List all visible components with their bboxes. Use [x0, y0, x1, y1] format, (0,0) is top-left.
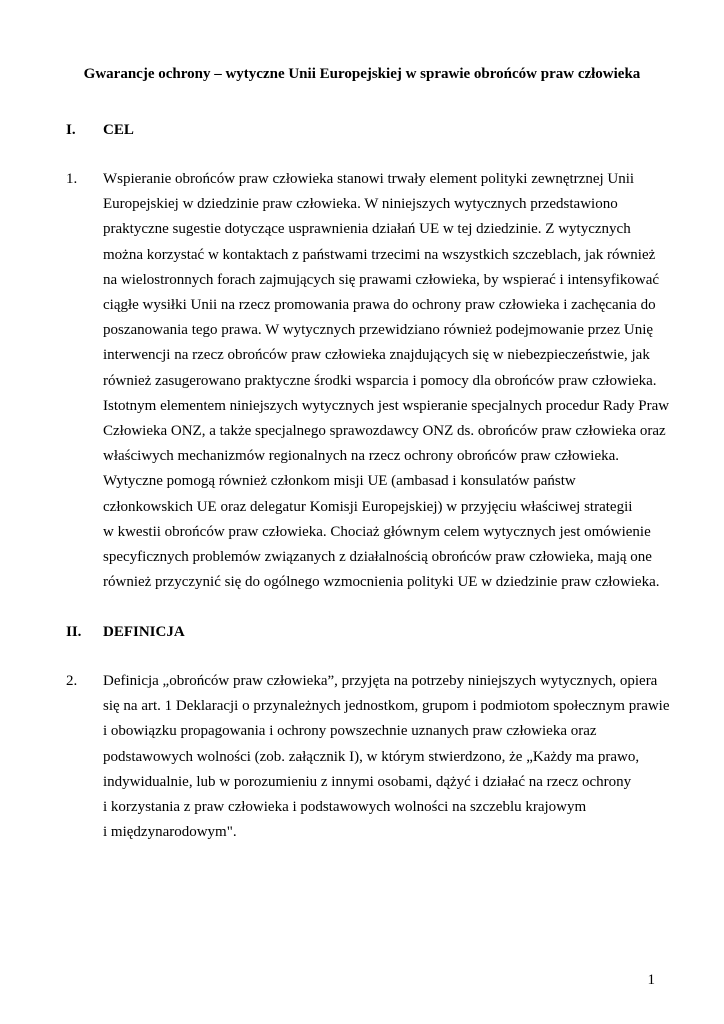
text-line: ciągłe wysiłki Unii na rzecz promowania prawa do ochrony praw człowieka i zachęcania do [103, 297, 656, 314]
section-number: I. [66, 122, 76, 138]
text-line: i międzynarodowym". [103, 824, 237, 841]
paragraph-1 [66, 167, 670, 595]
section-title: DEFINICJA [103, 624, 185, 640]
text-line: Wytyczne pomogą również członkom misji UE (ambasad i konsulatów państw [103, 473, 576, 490]
text-line: w kwestii obrońców praw człowieka. Chociaż głównym celem wytycznych jest omówienie [103, 523, 651, 540]
text-line: Definicja „obrońców praw człowieka”, przyjęta na potrzeby niniejszych wytycznych, opiera [103, 673, 658, 689]
text-line: specyficznych problemów związanych z działalnością obrońców praw człowieka, mają one [103, 549, 652, 566]
paragraph-number: 2. [66, 673, 78, 689]
text-line: się na art. 1 Deklaracji o przynależnych jednostkom, grupom i podmiotom społecznym prawie [103, 698, 670, 715]
text-line: również przyczynić się do ogólnego wzmocnienia polityki UE w dziedzinie praw człowieka. [103, 574, 660, 591]
text-line: Wspieranie obrońców praw człowieka stanowi trwały element polityki zewnętrznej Unii [103, 171, 635, 187]
text-line: poszanowania tego prawa. W wytycznych przewidziano również podejmowanie przez Unię [103, 322, 654, 339]
text-line: również zasugerowano praktyczne środki wsparcia i pomocy dla obrońców praw człowieka. [103, 372, 657, 389]
paragraph-2 [66, 669, 670, 845]
paragraph-text [103, 167, 670, 595]
text-line: i obowiązku propagowania i ochrony powszechnie uznanych praw człowieka oraz [103, 723, 597, 740]
text-line: można korzystać w kontaktach z państwami trzecimi na wszystkich szczeblach, jak również [103, 246, 656, 263]
text-line: interwencji na rzecz obrońców praw człowieka znajdujących się w niebezpieczeństwie, jak [103, 347, 650, 364]
text-line: członkowskich UE oraz delegatur Komisji Europejskiej) w przyjęciu właściwej strategii [103, 498, 633, 515]
text-line: indywidualnie, lub w porozumieniu z innymi osobami, dążyć i działać na rzecz ochrony [103, 773, 632, 790]
text-line: Człowieka ONZ, a także specjalnego sprawozdawcy ONZ ds. obrońców praw człowieka oraz [103, 423, 666, 440]
text-line: właściwych mechanizmów regionalnych na rzecz ochrony obrońców praw człowieka. [103, 448, 620, 465]
document-title: Gwarancje ochrony – wytyczne Unii Europejskiej w sprawie obrońców praw człowieka [83, 66, 641, 82]
page-number: 1 [647, 972, 655, 988]
section-heading-cel [66, 118, 134, 142]
text-line: praktyczne sugestie dotyczące usprawnienia działań UE w tej dziedzinie. Z wytycznych [103, 221, 631, 238]
text-line: na wielostronnych forach zajmujących się prawami człowieka, by wspierać i intensyfikować [103, 271, 660, 288]
text-line: podstawowych wolności (zob. załącznik I), w którym stwierdzono, że „Każdy ma prawo, [103, 748, 640, 765]
text-line: Europejskiej w dziedzinie praw człowieka. W niniejszych wytycznych przedstawiono [103, 196, 618, 213]
section-title: CEL [103, 122, 134, 138]
paragraph-text [103, 669, 670, 845]
text-line: i korzystania z praw człowieka i podstawowych wolności na szczeblu krajowym [103, 799, 587, 816]
text-line: Istotnym elementem niniejszych wytycznych jest wspieranie specjalnych procedur Rady Praw [103, 397, 670, 414]
paragraph-number: 1. [66, 171, 78, 187]
section-number: II. [66, 624, 82, 640]
section-heading-definicja [66, 620, 185, 644]
